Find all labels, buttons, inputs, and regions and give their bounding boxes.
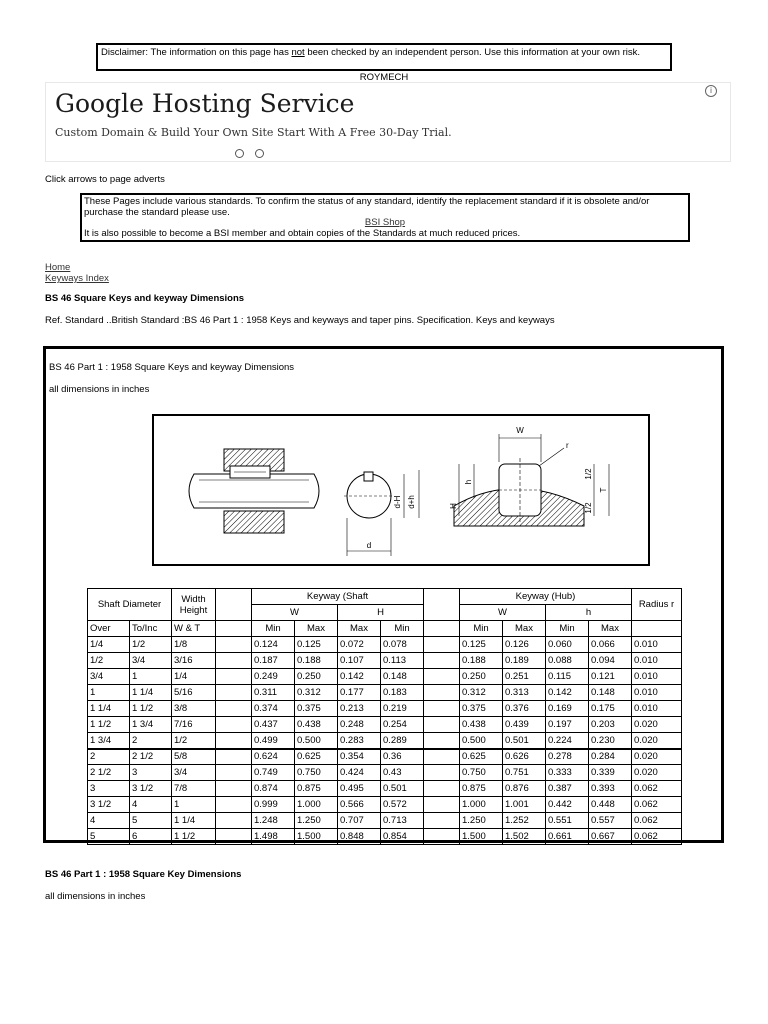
table-cell: 1/2 xyxy=(88,653,130,669)
advert-subtitle[interactable]: Custom Domain & Build Your Own Site Start With A Free 30-Day Trial. xyxy=(55,126,452,139)
table-cell: 1/8 xyxy=(172,637,216,653)
table-cell: 0.438 xyxy=(295,717,338,733)
table-cell: 0.115 xyxy=(546,669,589,685)
table-cell: 0.175 xyxy=(589,701,632,717)
subheader-cell: Max xyxy=(338,621,381,637)
section2-title: BS 46 Part 1 : 1958 Square Key Dimensions xyxy=(45,869,242,880)
table-row xyxy=(88,653,682,669)
table-cell: 0.197 xyxy=(546,717,589,733)
table-cell: 1.001 xyxy=(503,797,546,813)
table-cell: 0.311 xyxy=(252,685,295,701)
table-cell: 0.254 xyxy=(381,717,424,733)
table-cell: 0.126 xyxy=(503,637,546,653)
table-cell: 0.500 xyxy=(460,733,503,749)
table-cell: 0.107 xyxy=(338,653,381,669)
table-cell: 4 xyxy=(130,797,172,813)
box-title: BS 46 Part 1 : 1958 Square Keys and keyway Dimensions xyxy=(49,362,295,373)
table-cell: 1.000 xyxy=(460,797,503,813)
table-cell: 0.224 xyxy=(546,733,589,749)
table-cell: 0.230 xyxy=(589,733,632,749)
table-cell: 0.066 xyxy=(589,637,632,653)
table-cell: 0.387 xyxy=(546,781,589,797)
table-cell: 1 1/4 xyxy=(172,813,216,829)
table-cell: 0.248 xyxy=(338,717,381,733)
table-cell: 3/4 xyxy=(88,669,130,685)
advert-next-dot[interactable] xyxy=(255,149,264,158)
table-cell: 2 1/2 xyxy=(88,765,130,781)
table-cell: 0.43 xyxy=(381,765,424,781)
table-cell: 1.500 xyxy=(460,829,503,845)
table-blank-cell xyxy=(424,701,460,717)
label-half-top: 1/2 xyxy=(584,468,593,480)
table-blank-cell xyxy=(424,781,460,797)
table-cell: 0.501 xyxy=(503,733,546,749)
table-cell: 0.437 xyxy=(252,717,295,733)
table-cell: 1/2 xyxy=(130,637,172,653)
table-blank-cell xyxy=(216,733,252,749)
table-cell: 0.313 xyxy=(503,685,546,701)
label-r: r xyxy=(566,441,569,450)
table-cell: 0.876 xyxy=(503,781,546,797)
table-cell: 2 xyxy=(130,733,172,749)
table-cell: 0.751 xyxy=(503,765,546,781)
table-cell: 0.284 xyxy=(589,749,632,765)
table-cell: 0.442 xyxy=(546,797,589,813)
table-cell: 0.010 xyxy=(632,701,682,717)
table-blank-cell xyxy=(216,637,252,653)
table-cell: 0.072 xyxy=(338,637,381,653)
table-cell: 0.169 xyxy=(546,701,589,717)
table-cell: 0.551 xyxy=(546,813,589,829)
table-cell: 0.36 xyxy=(381,749,424,765)
table-cell: 0.312 xyxy=(295,685,338,701)
table-cell: 0.010 xyxy=(632,685,682,701)
table-blank-cell xyxy=(216,669,252,685)
table-cell: 1/4 xyxy=(172,669,216,685)
table-cell: 0.062 xyxy=(632,813,682,829)
table-cell: 0.062 xyxy=(632,797,682,813)
table-row xyxy=(88,781,682,797)
table-blank-cell xyxy=(216,765,252,781)
table-blank-cell xyxy=(216,749,252,765)
th-shaft-diameter: Shaft Diameter xyxy=(88,589,172,621)
table-blank-cell xyxy=(216,653,252,669)
th-keyway-shaft: Keyway (Shaft xyxy=(252,589,424,605)
table-cell: 0.439 xyxy=(503,717,546,733)
subheader-cell: Max xyxy=(295,621,338,637)
subheader-blank xyxy=(632,621,682,637)
table-cell: 0.251 xyxy=(503,669,546,685)
table-cell: 0.750 xyxy=(460,765,503,781)
table-cell: 0.121 xyxy=(589,669,632,685)
table-blank-cell xyxy=(424,797,460,813)
advert-banner[interactable] xyxy=(45,82,731,162)
label-T: T xyxy=(599,487,608,493)
table-cell: 3/16 xyxy=(172,653,216,669)
table-cell: 0.375 xyxy=(460,701,503,717)
table-cell: 0.250 xyxy=(295,669,338,685)
table-row xyxy=(88,733,682,749)
table-row xyxy=(88,797,682,813)
table-blank-cell xyxy=(216,829,252,845)
table-cell: 1.502 xyxy=(503,829,546,845)
table-cell: 0.500 xyxy=(295,733,338,749)
subheader-row xyxy=(88,621,682,637)
table-cell: 1 xyxy=(88,685,130,701)
table-cell: 1 1/4 xyxy=(88,701,130,717)
table-cell: 0.124 xyxy=(252,637,295,653)
th-keyway-hub: Keyway (Hub) xyxy=(460,589,632,605)
keyway-diagram xyxy=(152,414,650,566)
subheader-cell: Min xyxy=(460,621,503,637)
table-cell: 0.707 xyxy=(338,813,381,829)
th-hub-h: h xyxy=(546,605,632,621)
table-blank-cell xyxy=(424,637,460,653)
table-cell: 0.713 xyxy=(381,813,424,829)
table-blank-cell xyxy=(424,717,460,733)
keyways-index-link[interactable]: Keyways Index xyxy=(45,273,109,284)
table-cell: 0.354 xyxy=(338,749,381,765)
table-cell: 1 1/2 xyxy=(88,717,130,733)
table-cell: 0.010 xyxy=(632,669,682,685)
table-cell: 0.142 xyxy=(338,669,381,685)
section2-units: all dimensions in inches xyxy=(45,891,146,902)
table-cell: 7/16 xyxy=(172,717,216,733)
table-cell: 2 1/2 xyxy=(130,749,172,765)
table-cell: 5/16 xyxy=(172,685,216,701)
subheader-cell: W & T xyxy=(172,621,216,637)
bsi-notice-box xyxy=(80,193,690,242)
table-cell: 1.248 xyxy=(252,813,295,829)
table-cell: 0.749 xyxy=(252,765,295,781)
table-cell: 5 xyxy=(130,813,172,829)
table-blank-cell xyxy=(424,829,460,845)
table-cell: 0.213 xyxy=(338,701,381,717)
bsi-shop-link[interactable]: BSI Shop xyxy=(364,217,406,228)
disclaimer-box xyxy=(96,43,672,71)
th-shaft-h: H xyxy=(338,605,424,621)
table-cell: 0.667 xyxy=(589,829,632,845)
table-cell: 1.000 xyxy=(295,797,338,813)
table-cell: 1/2 xyxy=(172,733,216,749)
table-cell: 0.020 xyxy=(632,749,682,765)
subheader-cell: Max xyxy=(589,621,632,637)
table-cell: 0.250 xyxy=(460,669,503,685)
table-cell: 0.094 xyxy=(589,653,632,669)
table-body xyxy=(88,637,682,845)
table-cell: 0.438 xyxy=(460,717,503,733)
table-blank-cell xyxy=(216,781,252,797)
subheader-cell: Min xyxy=(252,621,295,637)
subheader-cell: Min xyxy=(546,621,589,637)
table-row xyxy=(88,669,682,685)
table-cell: 0.088 xyxy=(546,653,589,669)
table-cell: 0.148 xyxy=(589,685,632,701)
table-cell: 0.020 xyxy=(632,765,682,781)
table-cell: 0.188 xyxy=(460,653,503,669)
table-blank-cell xyxy=(424,765,460,781)
table-cell: 0.393 xyxy=(589,781,632,797)
table-cell: 0.999 xyxy=(252,797,295,813)
label-d: d xyxy=(366,541,372,550)
table-blank-cell xyxy=(424,653,460,669)
site-name: ROYMECH xyxy=(359,72,409,83)
table-cell: 0.113 xyxy=(381,653,424,669)
table-cell: 3/8 xyxy=(172,701,216,717)
table-cell: 5 xyxy=(88,829,130,845)
table-row xyxy=(88,637,682,653)
table-cell: 0.312 xyxy=(460,685,503,701)
table-cell: 0.375 xyxy=(295,701,338,717)
table-row xyxy=(88,717,682,733)
table-cell: 1 3/4 xyxy=(88,733,130,749)
table-cell: 0.557 xyxy=(589,813,632,829)
th-radius: Radius r xyxy=(632,589,682,621)
subheader-cell: Over xyxy=(88,621,130,637)
table-cell: 0.875 xyxy=(295,781,338,797)
table-cell: 0.203 xyxy=(589,717,632,733)
table-cell: 1.498 xyxy=(252,829,295,845)
table-cell: 0.661 xyxy=(546,829,589,845)
label-w: W xyxy=(516,426,524,435)
table-row xyxy=(88,685,682,701)
table-cell: 0.874 xyxy=(252,781,295,797)
home-link[interactable]: Home xyxy=(45,262,71,273)
table-blank-cell xyxy=(424,749,460,765)
table-cell: 0.249 xyxy=(252,669,295,685)
table-cell: 0.333 xyxy=(546,765,589,781)
table-cell: 1.250 xyxy=(295,813,338,829)
table-blank-cell xyxy=(216,797,252,813)
keyway-dimensions-box xyxy=(43,346,724,843)
table-cell: 0.566 xyxy=(338,797,381,813)
table-cell: 0.626 xyxy=(503,749,546,765)
table-cell: 1 xyxy=(130,669,172,685)
label-d-minus-h: d-H xyxy=(393,495,402,509)
table-cell: 3 1/2 xyxy=(130,781,172,797)
click-note: Click arrows to page adverts xyxy=(45,174,165,185)
reference-text: Ref. Standard ..British Standard :BS 46 Part 1 : 1958 Keys and keyways and taper pins. Specification. Keys and keyways xyxy=(45,315,555,326)
table-blank-cell xyxy=(216,717,252,733)
disclaimer-label: Disclaimer: xyxy=(101,47,148,58)
table-cell: 0.374 xyxy=(252,701,295,717)
table-cell: 0.424 xyxy=(338,765,381,781)
subheader-blank xyxy=(424,621,460,637)
table-cell: 3 1/2 xyxy=(88,797,130,813)
table-cell: 0.020 xyxy=(632,733,682,749)
table-cell: 1.250 xyxy=(460,813,503,829)
table-cell: 1 1/2 xyxy=(172,829,216,845)
table-cell: 0.376 xyxy=(503,701,546,717)
table-cell: 0.572 xyxy=(381,797,424,813)
keyway-table xyxy=(87,588,682,845)
table-cell: 6 xyxy=(130,829,172,845)
table-cell: 4 xyxy=(88,813,130,829)
table-cell: 0.010 xyxy=(632,637,682,653)
table-cell: 0.062 xyxy=(632,781,682,797)
label-H: H xyxy=(449,503,458,509)
table-blank-cell xyxy=(424,669,460,685)
advert-title[interactable]: Google Hosting Service xyxy=(55,89,355,118)
ad-info-icon[interactable]: i xyxy=(705,85,717,97)
table-row xyxy=(88,813,682,829)
table-cell: 0.283 xyxy=(338,733,381,749)
table-blank-cell xyxy=(424,685,460,701)
subheader-cell: Min xyxy=(381,621,424,637)
table-cell: 3/4 xyxy=(172,765,216,781)
table-cell: 0.189 xyxy=(503,653,546,669)
table-cell: 1 xyxy=(172,797,216,813)
table-cell: 0.750 xyxy=(295,765,338,781)
table-cell: 0.625 xyxy=(460,749,503,765)
table-cell: 3 xyxy=(130,765,172,781)
table-cell: 2 xyxy=(88,749,130,765)
table-cell: 1 1/2 xyxy=(130,701,172,717)
table-cell: 0.010 xyxy=(632,653,682,669)
table-cell: 7/8 xyxy=(172,781,216,797)
disclaimer-text-a: The information on this page has xyxy=(147,47,292,58)
table-blank-cell xyxy=(216,813,252,829)
label-half-bottom: 1/2 xyxy=(584,502,593,514)
table-cell: 0.183 xyxy=(381,685,424,701)
th-hub-w: W xyxy=(460,605,546,621)
box-units: all dimensions in inches xyxy=(49,384,150,395)
table-row xyxy=(88,701,682,717)
table-cell: 0.495 xyxy=(338,781,381,797)
table-row xyxy=(88,829,682,845)
table-blank-cell xyxy=(424,813,460,829)
subheader-blank xyxy=(216,621,252,637)
label-d-plus-h: d+h xyxy=(407,495,416,509)
table-cell: 0.854 xyxy=(381,829,424,845)
table-row xyxy=(88,749,682,765)
table-cell: 1 1/4 xyxy=(130,685,172,701)
table-cell: 0.499 xyxy=(252,733,295,749)
table-blank-cell xyxy=(216,701,252,717)
th-blank xyxy=(216,589,252,621)
table-cell: 0.848 xyxy=(338,829,381,845)
table-cell: 0.875 xyxy=(460,781,503,797)
th-shaft-w: W xyxy=(252,605,338,621)
label-h-left: h xyxy=(464,479,473,485)
th-width-height: Width Height xyxy=(172,589,216,621)
table-cell: 0.219 xyxy=(381,701,424,717)
table-blank-cell xyxy=(216,685,252,701)
table-cell: 0.501 xyxy=(381,781,424,797)
table-cell: 0.289 xyxy=(381,733,424,749)
advert-prev-dot[interactable] xyxy=(235,149,244,158)
bsi-line2: It is also possible to become a BSI member and obtain copies of the Standards at much reduced prices. xyxy=(84,227,521,239)
table-cell: 3 xyxy=(88,781,130,797)
subheader-cell: Max xyxy=(503,621,546,637)
table-cell: 0.177 xyxy=(338,685,381,701)
table-cell: 0.125 xyxy=(295,637,338,653)
table-cell: 0.188 xyxy=(295,653,338,669)
table-cell: 3/4 xyxy=(130,653,172,669)
table-cell: 0.148 xyxy=(381,669,424,685)
table-cell: 0.062 xyxy=(632,829,682,845)
table-cell: 0.187 xyxy=(252,653,295,669)
table-cell: 0.125 xyxy=(460,637,503,653)
table-cell: 5/8 xyxy=(172,749,216,765)
table-cell: 0.339 xyxy=(589,765,632,781)
subheader-cell: To/Inc xyxy=(130,621,172,637)
table-cell: 1.500 xyxy=(295,829,338,845)
table-blank-cell xyxy=(424,733,460,749)
table-cell: 1 3/4 xyxy=(130,717,172,733)
table-cell: 0.060 xyxy=(546,637,589,653)
table-cell: 0.020 xyxy=(632,717,682,733)
table-cell: 0.142 xyxy=(546,685,589,701)
table-row xyxy=(88,765,682,781)
table-cell: 1.252 xyxy=(503,813,546,829)
disclaimer-text-b: been checked by an independent person. Use this information at your own risk. xyxy=(304,47,641,58)
table-cell: 1/4 xyxy=(88,637,130,653)
th-blank xyxy=(424,589,460,621)
bsi-line1: These Pages include various standards. To confirm the status of any standard, identify the replacement standard if it is obsolete and/or purchase the standard please use. xyxy=(84,196,650,218)
table-cell: 0.625 xyxy=(295,749,338,765)
disclaimer-not: not xyxy=(291,47,305,58)
table-cell: 0.624 xyxy=(252,749,295,765)
page-title: BS 46 Square Keys and keyway Dimensions xyxy=(45,293,245,304)
table-cell: 0.078 xyxy=(381,637,424,653)
table-cell: 0.278 xyxy=(546,749,589,765)
table-cell: 0.448 xyxy=(589,797,632,813)
